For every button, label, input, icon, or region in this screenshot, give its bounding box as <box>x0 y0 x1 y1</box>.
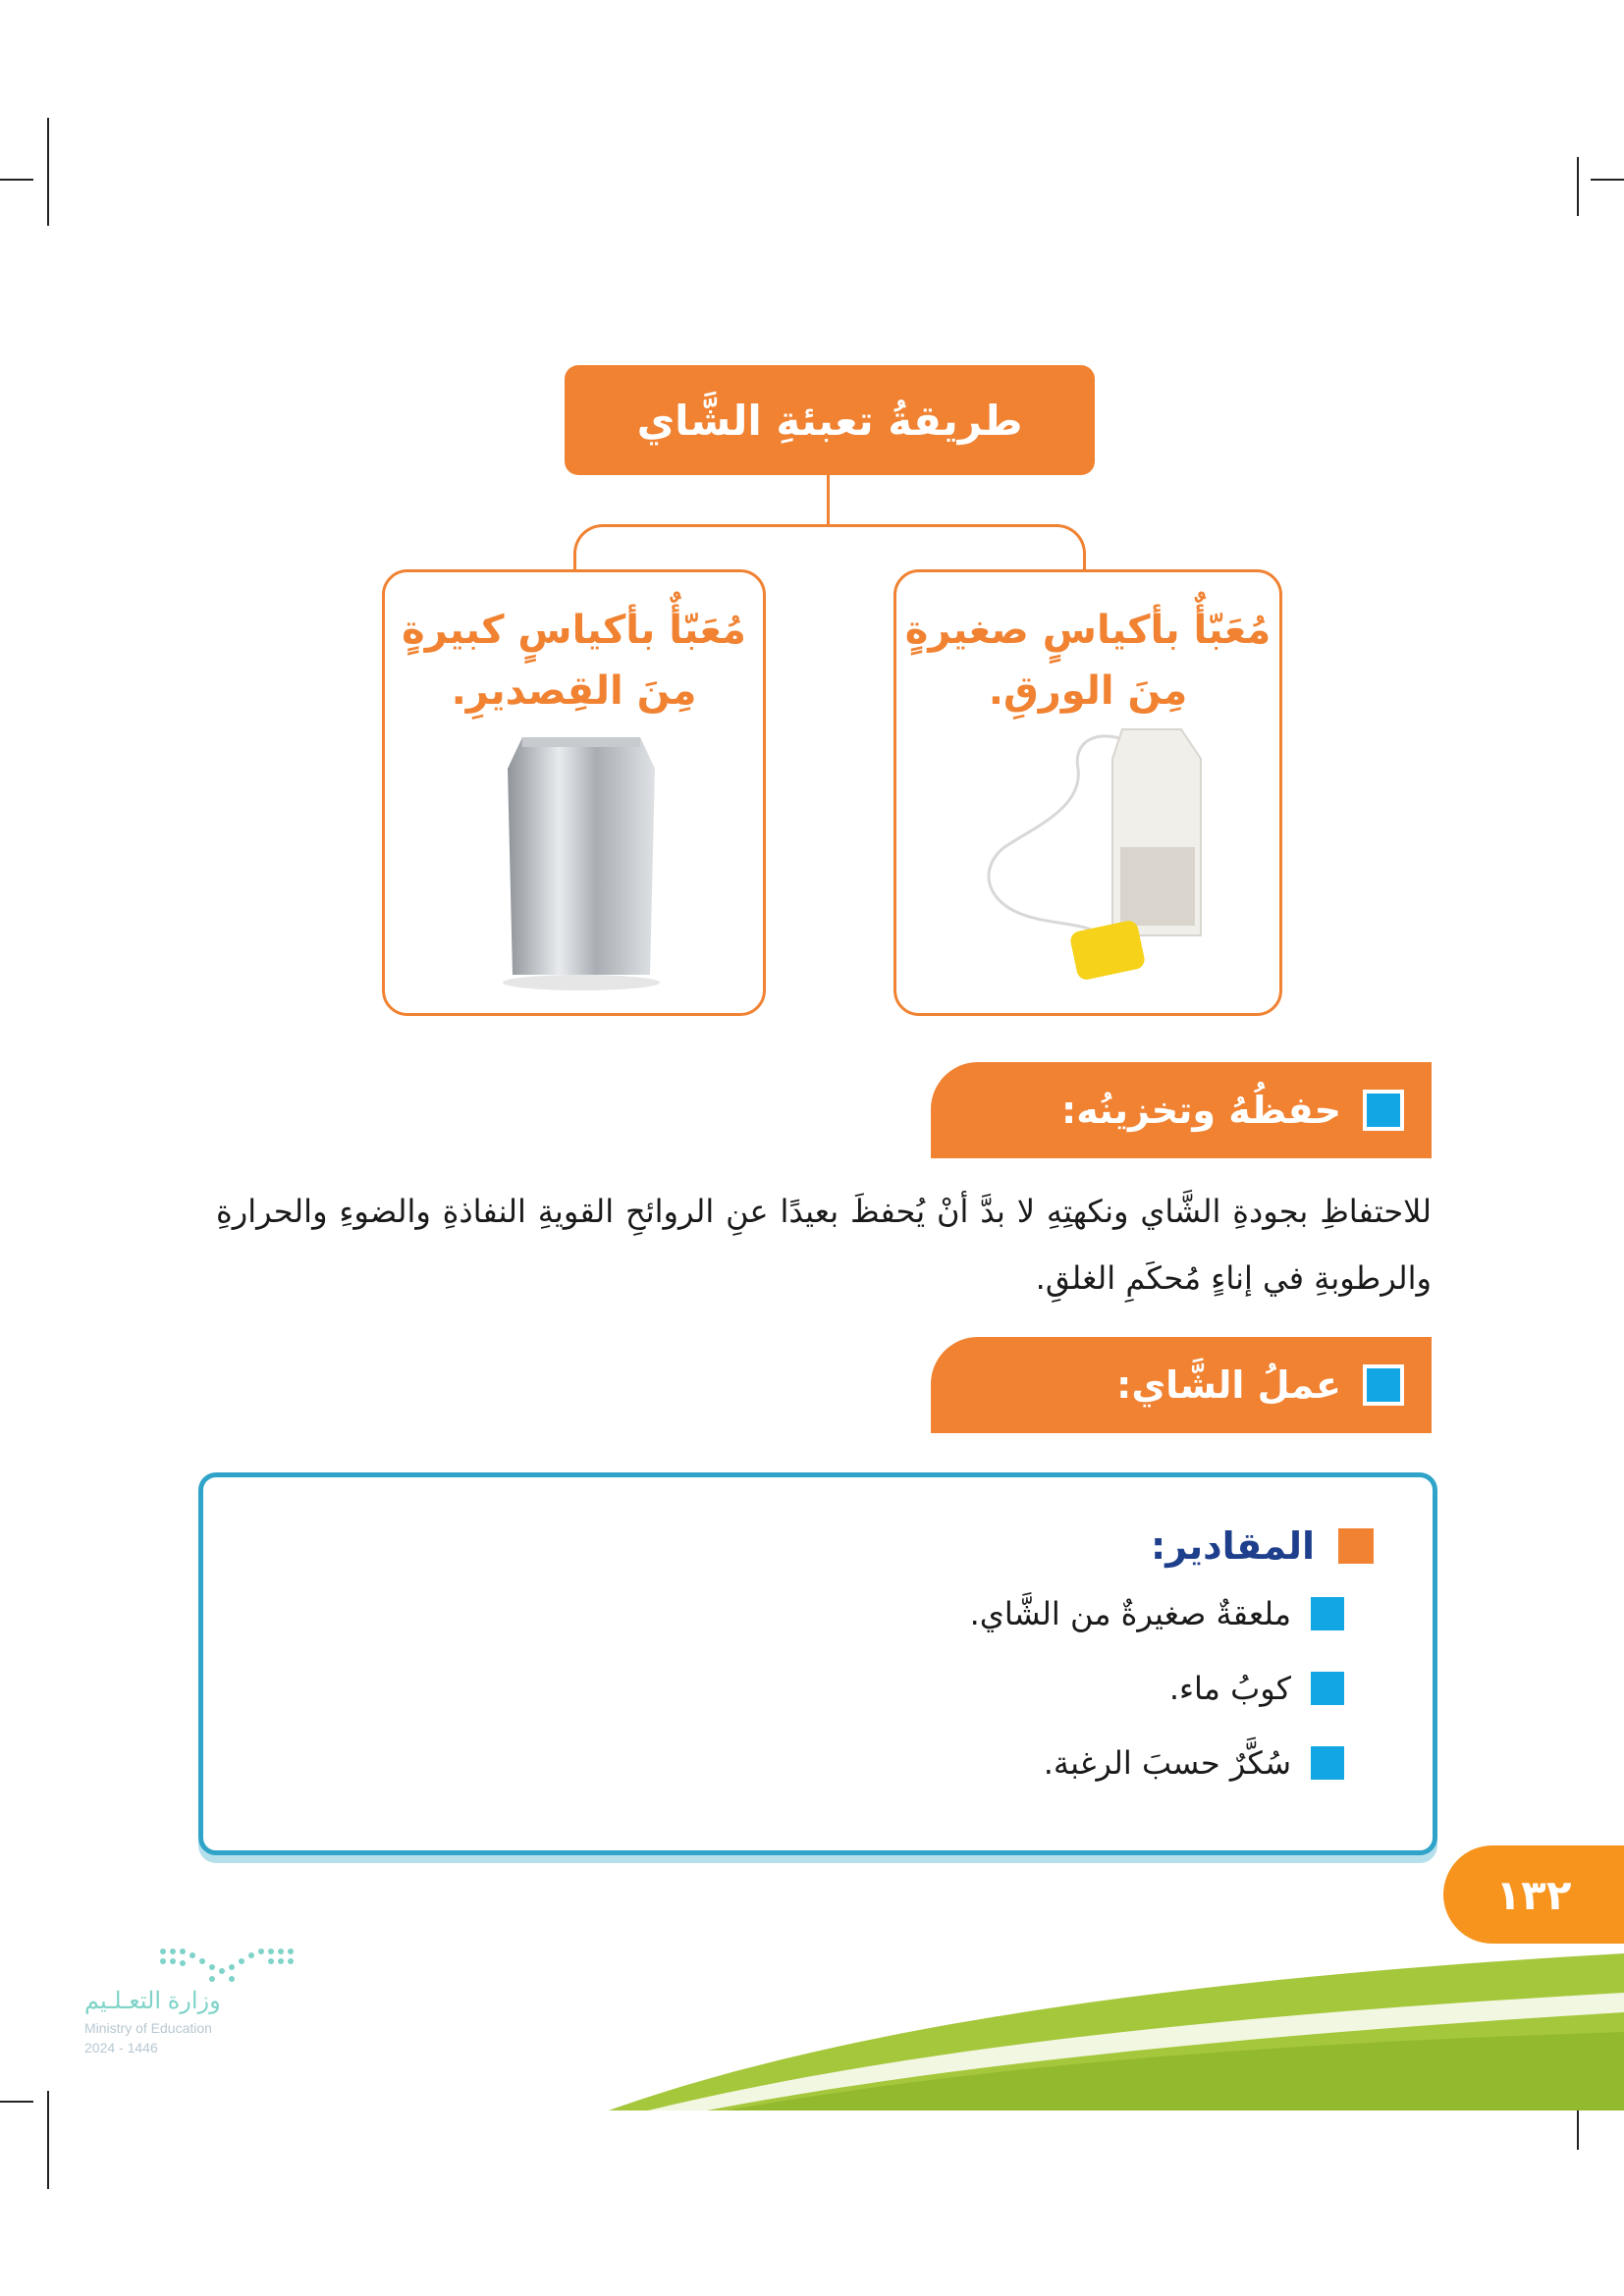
blue-square-icon <box>1311 1672 1344 1705</box>
list-item <box>970 1595 1344 1632</box>
ingredients-box <box>198 1472 1437 1855</box>
crop-mark <box>1577 157 1579 216</box>
diagram-connector-branch <box>573 524 1086 572</box>
page-number: ١٣٢ <box>1443 1845 1624 1944</box>
ministry-logo <box>84 1944 300 2081</box>
blue-square-icon <box>1363 1090 1404 1131</box>
making-heading-bar <box>931 1337 1432 1433</box>
ministry-name-ar: وزارة التعـلـيم <box>84 1988 221 2014</box>
ministry-name-en: Ministry of Education <box>84 2020 212 2036</box>
crop-mark <box>47 118 49 226</box>
ingredient-text: كوبُ ماء. <box>1168 1670 1291 1707</box>
card-paper-bags-label: مُعَبّأٌ بأكياسٍ صغيرةٍ مِنَ الورقِ. <box>904 608 1272 714</box>
diagram-title: طريقةُ تعبئةِ الشَّاي <box>565 365 1095 475</box>
tea-bag-image <box>975 700 1230 994</box>
ingredients-title: المقادير: <box>1151 1524 1315 1568</box>
ingredient-text: ملعقةٌ صغيرةٌ من الشَّاي. <box>969 1595 1291 1632</box>
ministry-year: 2024 - 1446 <box>84 2040 158 2056</box>
crop-mark <box>1591 179 1624 181</box>
blue-square-icon <box>1311 1597 1344 1630</box>
ingredient-text: سُكَّرٌ حسبَ الرغبة. <box>1043 1744 1291 1782</box>
card-foil-bags <box>382 569 766 1016</box>
card-paper-bags <box>893 569 1282 1016</box>
card-foil-bags-label: مُعَبّأٌ بأكياسٍ كبيرةٍ مِنَ القِصديرِ. <box>402 608 746 714</box>
crop-mark <box>0 179 33 181</box>
blue-square-icon <box>1311 1746 1344 1780</box>
storage-heading: حفظُهُ وتخزينُه: <box>1061 1089 1341 1132</box>
foil-bag-image <box>493 729 670 994</box>
storage-heading-bar <box>931 1062 1432 1158</box>
list-item <box>1044 1744 1344 1782</box>
orange-square-icon <box>1338 1528 1374 1564</box>
ingredients-title-row <box>1151 1524 1374 1568</box>
storage-paragraph: للاحتفاظِ بجودةِ الشَّاي ونكهتِهِ لا بدَّ أنْ يُحفظَ بعيدًا عنِ الروائحِ القويةِ النفاذةِ والضوءِ والحرارةِ والرطوبةِ في إناءٍ مُحكَمِ الغلقِ. <box>216 1193 1432 1297</box>
diagram-connector-stem <box>827 475 830 524</box>
ministry-emblem-icon <box>153 1944 300 1983</box>
blue-square-icon <box>1363 1364 1404 1406</box>
list-item <box>1169 1670 1344 1707</box>
making-heading: عملُ الشَّاي: <box>1116 1363 1341 1407</box>
